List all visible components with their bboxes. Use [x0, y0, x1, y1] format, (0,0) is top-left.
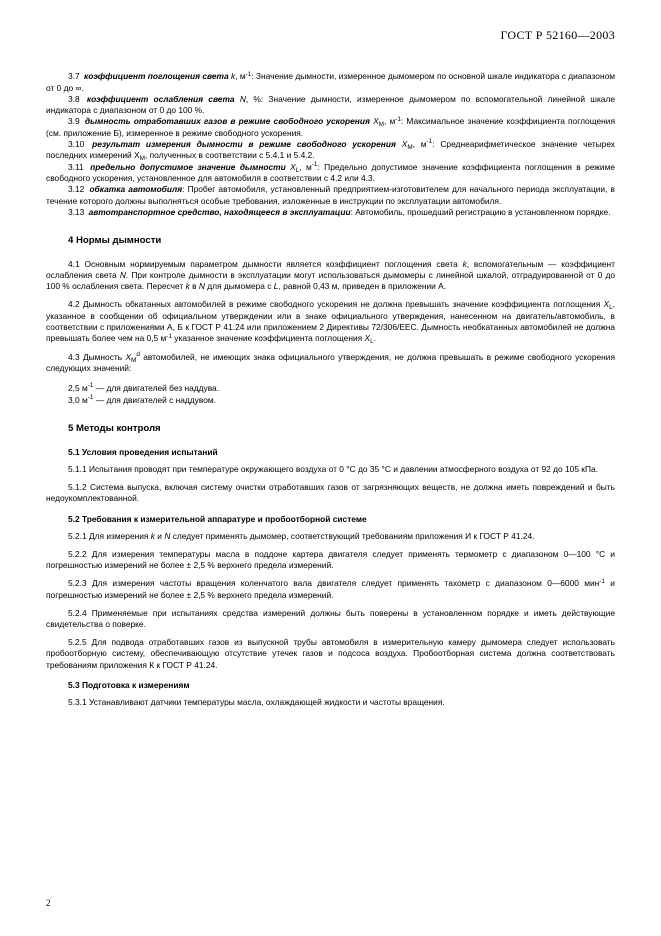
clause-5-3-1: 5.3.1 Устанавливают датчики температуры масла, охлаждающей жидкости и частоты вращения.: [68, 696, 445, 707]
clause-text: : Значение дымности, измеренное дымомером по основной шкале индикатора с диапазоном от 0 до ∞.: [46, 71, 616, 93]
clause-text-b: и погрешностью измерений не более ± 2,5 % верхнего предела измерений.: [46, 578, 615, 600]
clause-5-2-5: 5.2.5 Для подвода отработавших газов из выпускной трубы автомобиля в измерительную камеру дымомера следует использовать пробоотборную систему, обеспечивающую отсутствие утечек газов и подсоса воздуха. Пробоотборная система должна соответствовать требованиям приложения К к ГОСТ Р 41.24.: [46, 637, 615, 670]
section-heading-5: 5 Методы контроля: [68, 423, 161, 435]
section-heading-4: 4 Нормы дымности: [68, 234, 162, 246]
clause-5-2-1: [46, 531, 615, 542]
clause-unit: , м: [412, 138, 427, 149]
clause-number: 3.10: [68, 138, 85, 149]
page-number: 2: [46, 898, 51, 908]
clause-term-subscript: M: [407, 143, 413, 151]
clause-text-c: следует применять дымомер, соответствующий требованиям приложения И к ГОСТ Р 41.24.: [170, 530, 535, 541]
clause-text-a: 4.2 Дымность обкатанных автомобилей в режиме свободного ускорения не должна превышать значение коэффициента поглощения: [68, 299, 604, 310]
clause-term: результат измерения дымности в режиме свободного ускорения: [92, 138, 396, 149]
clause-unit: , м: [299, 161, 312, 172]
clause-text-b: , вспомогательным — коэффициент ослабления света: [46, 258, 615, 281]
value-1-desc: — для двигателей без наддува.: [93, 382, 220, 393]
value-2: 3,0 м: [68, 394, 88, 405]
clause-5-2-2: 5.2.2 Для измерения температуры масла в поддоне картера двигателя следует применять термометр с диапазоном 0—100 °С и погрешностью измерений не более ± 2,5 % верхнего предела измерений.: [46, 548, 615, 570]
symbol-n: N: [119, 270, 126, 281]
symbol-k-2: k: [185, 281, 190, 292]
clause-number: 3.13: [68, 206, 85, 217]
clause-text: : Среднеарифметическое значение четырех последних измерений X: [46, 138, 615, 161]
clause-text: : Значение дымности, измеренное дымомером по вспомогательной линейной шкале индикатора с диапазоном от 0 до 100 %.: [46, 93, 616, 115]
document-body: [46, 71, 615, 708]
clause-unit-exponent: -1: [426, 138, 433, 146]
clause-unit: , м: [235, 71, 246, 81]
symbol-xm-superscript: d: [136, 351, 140, 359]
clause-term-symbol: X: [290, 161, 296, 172]
subsection-heading-5-1: 5.1 Условия проведения испытаний: [68, 447, 218, 458]
clause-text-e: для дымомера с: [204, 281, 274, 292]
clause-4-1: [46, 259, 615, 293]
symbol-n: N: [164, 530, 171, 541]
clause-unit-exponent: -1: [245, 70, 252, 78]
clause-unit-exponent: -1: [395, 115, 401, 123]
value-2-desc: — для двигателей с наддувом.: [93, 394, 216, 405]
clause-number: 3.11: [68, 161, 84, 172]
value-2-exponent: -1: [87, 394, 94, 402]
symbol-xl-2-subscript: L: [370, 338, 374, 346]
clause-term-symbol: X: [401, 138, 408, 149]
clause-text-b: автомобилей, не имеющих знака официального утверждения, не должна превышать в режиме свободного ускорения следующих значений:: [46, 351, 615, 374]
clause-3-8: [46, 94, 615, 116]
clause-text: : Предельно допустимое значение коэффициента поглощения в режиме свободного ускорения, установленное для автомобиля в соответствии с 4.2 или 4.3.: [46, 161, 615, 184]
clause-text-b: и: [154, 530, 165, 541]
clause-term: коэффициент поглощения света: [84, 71, 229, 81]
clause-5-1-1: 5.1.1 Испытания проводят при температуре окружающего воздуха от 0 °С до 35 °С и давлении атмосферного воздуха от 92 до 105 кПа.: [68, 464, 598, 475]
clause-term: предельно допустимое значение дымности: [90, 161, 286, 172]
clause-unit: , %: [245, 93, 261, 104]
clause-text-subscript: M: [139, 155, 145, 163]
clause-text-d: в: [189, 281, 199, 292]
clause-term-symbol: k: [230, 71, 236, 81]
clause-term: дымность отработавших газов в режиме свободного ускорения: [84, 116, 370, 127]
symbol-xl: X: [603, 299, 610, 310]
clause-text-cont: , полученных в соответствии с 5.4.1 и 5.4.2.: [144, 150, 315, 161]
clause-3-10: [46, 139, 615, 162]
symbol-n-2: N: [198, 281, 205, 292]
clause-text-a: 5.2.1 Для измерения: [68, 530, 151, 541]
clause-text-b: , указанное в сообщении об официальном утверждении или в знаке официального утверждения, нанесенном на двигатель/автомобиль, в соответствии с приложениями А, Б к ГОСТ Р 41.24 или приложением 2 Директивы 72/306/ЕЕС. Дымность необкатанных автомобилей не должна превышать более чем на 0,5 м: [46, 299, 615, 344]
clause-text-c: . При контроле дымности в эксплуатации могут использоваться дымомеры с линейной шкалой, отградуированной от 0 до 100 % ослабления света. Пересчет: [46, 270, 615, 292]
symbol-xm-subscript: M: [131, 356, 137, 364]
clause-3-13: [46, 207, 615, 218]
clause-3-12: [46, 184, 615, 206]
clause-number: 3.9: [68, 116, 80, 127]
standard-designation: ГОСТ Р 52160—2003: [500, 28, 615, 42]
symbol-xm: X: [125, 351, 132, 362]
clause-3-7: [46, 71, 615, 94]
subsection-heading-5-3: 5.3 Подготовка к измерениям: [68, 679, 190, 690]
value-1: 2,5 м: [68, 382, 88, 393]
clause-5-1-2: 5.1.2 Система выпуска, включая систему очистки отработавших газов от загрязняющих веществ, не должна иметь повреждений и быть недоукомплектованной.: [46, 482, 615, 504]
symbol-k: k: [462, 258, 467, 269]
clause-text: : Автомобиль, прошедший регистрацию в установленном порядке.: [350, 206, 611, 217]
clause-text-d: .: [373, 333, 376, 344]
clause-unit-exponent: -1: [311, 161, 318, 169]
value-1-exponent: -1: [87, 382, 94, 390]
value-line-2: [46, 394, 615, 406]
clause-term-subscript: L: [295, 166, 300, 174]
subsection-heading-5-2: 5.2 Требования к измерительной аппаратуре и пробоотборной системе: [68, 513, 367, 524]
clause-term: автотранспортное средство, находящееся в эксплуатации: [88, 206, 351, 217]
clause-term: обкатка автомобиля: [89, 184, 183, 195]
clause-term-subscript: M: [378, 121, 384, 129]
clause-term: коэффициент ослабления света: [86, 93, 235, 104]
clause-text-c: указанное значение коэффициента поглощения: [171, 333, 365, 344]
page-header: [46, 28, 615, 43]
clause-5-2-3: [46, 578, 615, 601]
symbol-k: k: [150, 530, 155, 541]
clause-term-symbol: N: [239, 93, 246, 104]
clause-4-2: [46, 299, 615, 344]
clause-text-a: 4.1 Основным нормируемым параметром дымности является коэффициент поглощения света: [68, 258, 463, 269]
clause-3-9: [46, 116, 615, 139]
clause-term-symbol: X: [373, 116, 379, 127]
clause-text-a: 4.3 Дымность: [68, 351, 126, 362]
clause-3-11: [46, 162, 615, 185]
clause-number: 3.12: [68, 184, 85, 195]
symbol-l: L: [273, 281, 279, 292]
clause-exponent: -1: [166, 332, 172, 340]
clause-4-3: [46, 352, 615, 375]
clause-exponent: -1: [599, 577, 605, 585]
symbol-xl-subscript: L: [609, 304, 613, 312]
clause-number: 3.8: [68, 93, 80, 104]
clause-text-a: 5.2.3 Для измерения частоты вращения коленчатого вала двигателя следует применять тахометр с диапазоном 0—6000 мин: [68, 578, 600, 589]
clause-5-2-4: 5.2.4 Применяемые при испытаниях средства измерений должны быть поверены в установленном порядке и иметь действующие свидетельства о поверке.: [46, 607, 615, 629]
value-line-1: [46, 382, 615, 394]
clause-text: : Пробег автомобиля, установленный предприятием-изготовителем для начального периода эксплуатации, в течение которого должны выполняться особые требования, изложенные в инструкции по эксплуатации автомобиля.: [46, 184, 615, 206]
clause-text-f: , равной 0,43 м, приведен в приложении А.: [278, 281, 447, 292]
clause-number: 3.7: [68, 71, 80, 81]
clause-text: : Максимальное значение коэффициента поглощения (см. приложение Б), измеренное в режиме свободного ускорения.: [46, 116, 615, 138]
clause-unit: , м: [383, 116, 396, 127]
symbol-xl-2: X: [364, 333, 371, 344]
